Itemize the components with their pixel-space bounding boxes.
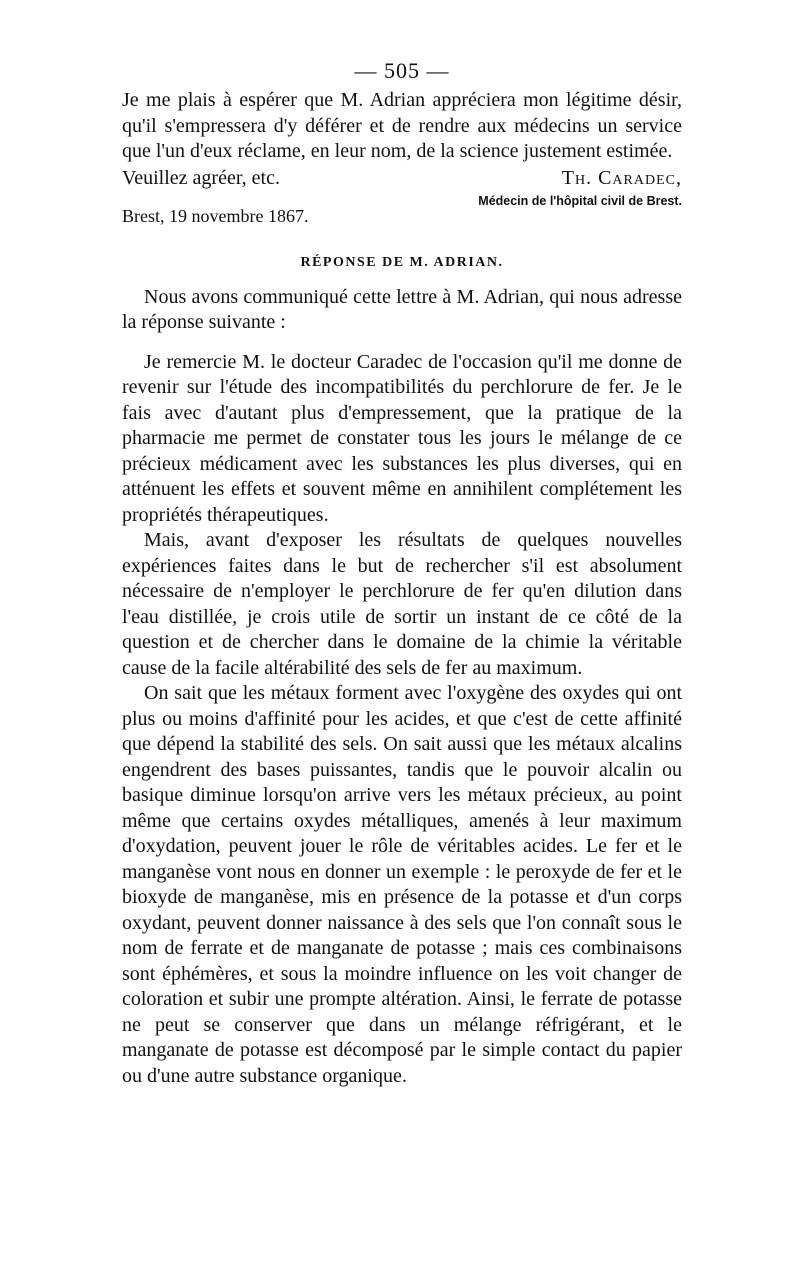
- response-heading: RÉPONSE DE M. ADRIAN.: [300, 254, 504, 270]
- response-paragraph-2: Mais, avant d'exposer les résultats de quelques nouvelles expériences faites dans le but de rechercher s'il est absolument nécessaire de n'employer le perchlorure de fer qu'en dilution dans l'eau distillée, je crois utile de sortir un instant de ce côté de la question et de chercher dans le domaine de la chimie la véritable cause de la facile altérabilité des sels de fer au maximum.: [122, 529, 682, 679]
- signature-meta-row: [122, 190, 682, 227]
- page: [122, 58, 682, 1089]
- page-number: — 505 —: [354, 58, 450, 83]
- response-intro: Nous avons communiqué cette lettre à M. Adrian, qui nous adresse la réponse suivante :: [122, 285, 682, 333]
- letter-section: [122, 88, 682, 227]
- signer-name: Th. Caradec,: [561, 166, 682, 189]
- place-date: Brest, 19 novembre 1867.: [122, 205, 309, 226]
- salutation: Veuillez agréer, etc.: [122, 166, 280, 189]
- response-paragraph-3: On sait que les métaux forment avec l'oxygène des oxydes qui ont plus ou moins d'affinité pour les acides, et que c'est de cette affinité que dépend la stabilité des sels. On sait aussi que les métaux alcalins engendrent des bases puissantes, tandis que le pouvoir alcalin ou basique diminue lorsqu'on arrive vers les métaux précieux, au point même que certains oxydes métalliques, amenés à leur maximum d'oxydation, peuvent jouer le rôle de véritables acides. Le fer et le manganèse vont nous en donner un exemple : le peroxyde de fer et le bioxyde de manganèse, mis en présence de la potasse et d'un corps oxydant, peuvent donner naissance à des sels que l'on connaît sous le nom de ferrate et de manganate de potasse ; mais ces combinaisons sont éphémères, et sous la moindre influence on les voit changer de coloration et subir une prompte altération. Ainsi, le ferrate de potasse ne peut se conserver que dans un mélange réfrigérant, et le manganate de potasse est décomposé par le simple contact du papier ou d'une autre substance organique.: [122, 682, 682, 1087]
- signer-title: Médecin de l'hôpital civil de Brest.: [478, 193, 682, 208]
- signature-row: [122, 167, 682, 190]
- letter-closing-paragraph: Je me plais à espérer que M. Adrian appréciera mon légitime désir, qu'il s'empressera d'y déférer et de rendre aux médecins un service que l'un d'eux réclame, en leur nom, de la science justement estimée.: [122, 89, 682, 162]
- response-paragraph-1: Je remercie M. le docteur Caradec de l'occasion qu'il me donne de revenir sur l'étude des incompatibilités du perchlorure de fer. Je le fais avec d'autant plus d'empressement, que la pratique de la pharmacie me permet de constater tous les jours le mélange de ce précieux médicament avec les substances les plus diverses, qui en atténuent les effets et souvent même en annihilent complétement les propriétés thérapeutiques.: [122, 350, 682, 526]
